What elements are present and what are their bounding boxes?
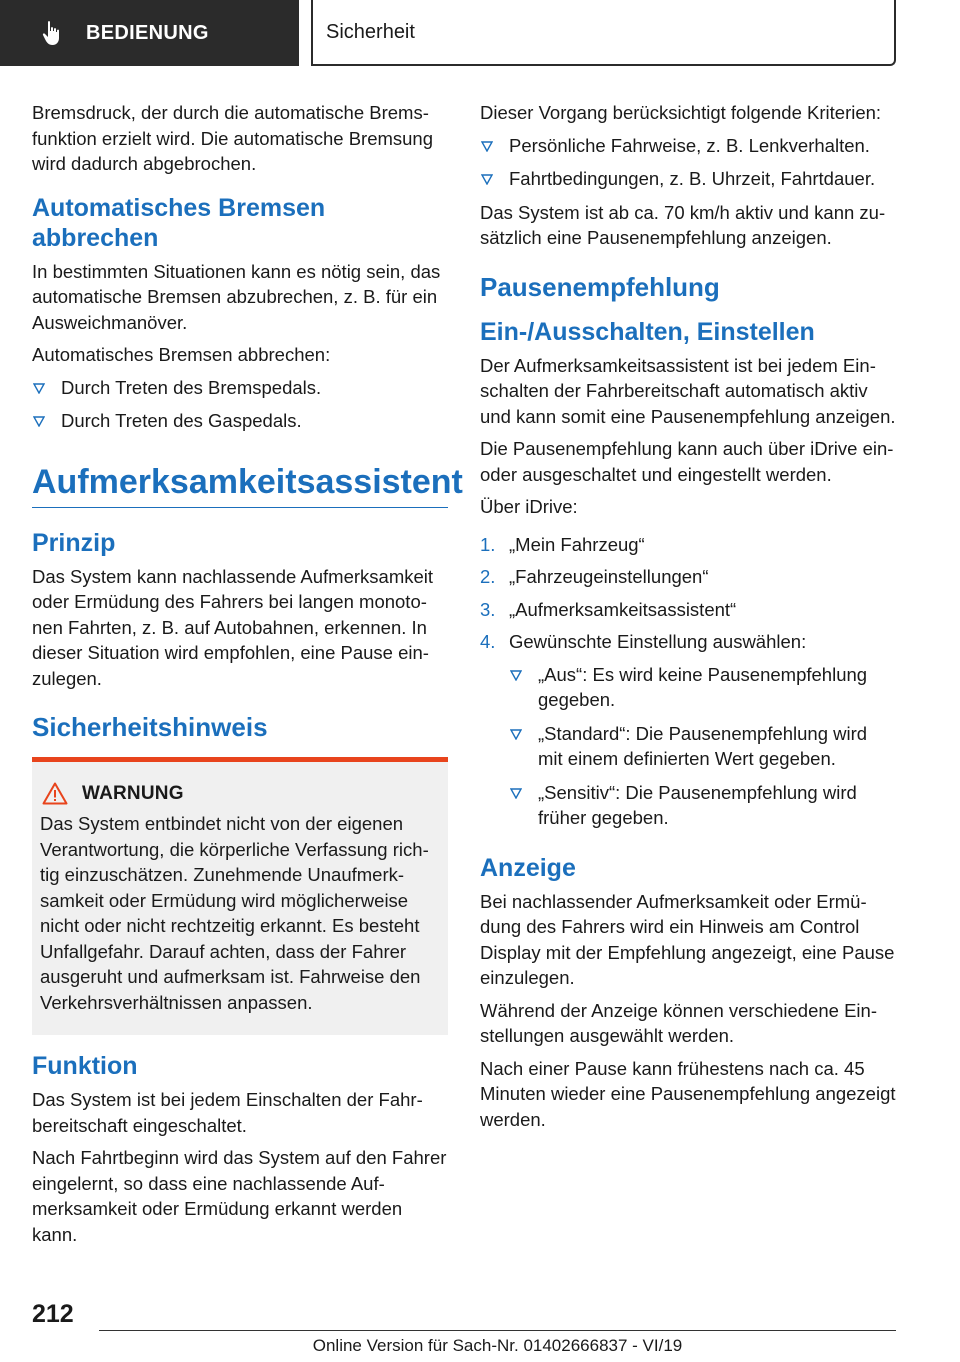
warning-text: Das System entbindet nicht von der eigenen Verantwortung, die körperliche Verfassung richtig einzuschätzen. Zunehmende Unaufmerksamkeit oder Ermüdung wird möglicherweise nicht oder nicht rechtzeitig erkannt. Es besteht Unfallgefahr. Darauf achten, dass der Fahrer ausgeruht und aufmerksam ist. Fahrweise den Verkehrsverhältnissen anpassen.: [40, 813, 429, 1013]
triangle-bullet-icon: [33, 416, 45, 427]
list-item: [32, 408, 448, 434]
pause-heading: Pausenempfehlung: [480, 271, 720, 302]
list-item-text: Durch Treten des Bremspedals.: [61, 376, 322, 398]
idrive-steps: [480, 532, 896, 831]
onoff-heading: Ein-/Ausschalten, Einstellen: [480, 317, 815, 346]
list-item-text: Persönliche Fahrweise, z. B. Lenkverhalten.: [509, 134, 870, 156]
list-item: [480, 532, 896, 558]
triangle-bullet-icon: [510, 729, 522, 740]
left-column: [32, 100, 463, 1254]
function-heading: Funktion: [32, 1052, 138, 1080]
chapter-tab[interactable]: [0, 0, 299, 66]
step-number: 1.: [480, 533, 496, 555]
triangle-bullet-icon: [481, 141, 493, 152]
footer-online-version: Online Version für Sach-Nr. 01402666837 - VI/19: [312, 1336, 683, 1355]
footer-divider: [99, 1330, 896, 1331]
list-item-text: „Standard“: Die Pausenempfehlung wird mit einem definierten Wert gegeben.: [538, 722, 868, 769]
list-item: [509, 662, 896, 713]
warning-box: [32, 757, 448, 1035]
main-heading: Aufmerksamkeitsassistent: [32, 460, 448, 508]
warning-title: WARNUNG: [82, 782, 184, 804]
page-header: [0, 0, 960, 66]
onoff-paragraph-1: Der Aufmerksamkeitsassistent ist bei jedem Einschalten der Fahrbereitschaft automatisch aktiv und kann somit eine Pausenempfehlung anzeigen.: [480, 354, 896, 427]
abort-paragraph: In bestimmten Situationen kann es nötig sein, das automatische Bremsen abzubrechen, z. B. für ein Ausweichmanöver.: [32, 260, 441, 333]
abort-heading: Automatisches Bremsen abbrechen: [32, 193, 326, 252]
onoff-paragraph-2: Die Pausenempfehlung kann auch über iDrive ein- oder ausgeschaltet und eingestellt werden.: [480, 438, 894, 485]
list-item: [480, 564, 896, 590]
step-number: 2.: [480, 566, 496, 587]
idrive-lead: Über iDrive:: [480, 496, 578, 517]
step-text: Gewünschte Einstellung auswählen:: [509, 631, 807, 652]
triangle-bullet-icon: [481, 174, 493, 185]
triangle-bullet-icon: [510, 788, 522, 799]
step-number: 3.: [480, 598, 496, 620]
step-number: 4.: [480, 631, 496, 652]
list-item-text: „Aus“: Es wird keine Pausenempfehlung gegeben.: [538, 663, 868, 710]
list-item: [32, 375, 448, 401]
display-paragraph-3: Nach einer Pause kann frühestens nach ca. 45 Minuten wieder eine Pausenempfehlung angezeigt werden.: [480, 1057, 896, 1130]
warning-header: [40, 782, 440, 805]
triangle-bullet-icon: [510, 670, 522, 681]
principle-heading: Prinzip: [32, 528, 116, 557]
list-item-text: Fahrtbedingungen, z. B. Uhrzeit, Fahrtdauer.: [509, 168, 876, 189]
section-tab: [311, 0, 896, 66]
hand-pointer-icon: [42, 20, 64, 46]
step-text: „Fahrzeugeinstellungen“: [509, 566, 709, 587]
page-number: 212: [32, 1300, 74, 1328]
step-text: „Mein Fahrzeug“: [509, 533, 645, 555]
display-paragraph-1: Bei nachlassender Aufmerksamkeit oder Ermüdung des Fahrers wird ein Hinweis am Control Display mit der Empfehlung angezeigt, eine Pause einzulegen.: [480, 890, 895, 988]
list-item: [480, 629, 896, 831]
triangle-bullet-icon: [33, 383, 45, 394]
criteria-lead: Dieser Vorgang berücksichtigt folgende Kriterien:: [480, 102, 882, 123]
list-item: [509, 780, 896, 831]
list-item-text: Durch Treten des Gaspedals.: [61, 410, 302, 431]
intro-paragraph: Bremsdruck, der durch die automatische Bremsfunktion erzielt wird. Die automatische Bremsung wird dadurch abgebrochen.: [32, 102, 434, 174]
warning-triangle-icon: [42, 782, 68, 805]
setting-options-list: [509, 662, 896, 831]
abort-list: [32, 375, 448, 434]
function-paragraph-1: Das System ist bei jedem Einschalten der Fahrbereitschaft eingeschaltet.: [32, 1089, 423, 1136]
list-item: [509, 721, 896, 772]
chapter-label: BEDIENUNG: [86, 21, 209, 44]
criteria-paragraph: Das System ist ab ca. 70 km/h aktiv und kann zusätzlich eine Pausenempfehlung anzeigen.: [480, 201, 886, 248]
step-text: „Aufmerksamkeitsassistent“: [509, 598, 737, 620]
display-paragraph-2: Während der Anzeige können verschiedene Einstellungen ausgewählt werden.: [480, 999, 877, 1046]
principle-paragraph: Das System kann nachlassende Aufmerksamkeit oder Ermüdung des Fahrers bei langen monotonen Fahrten, z. B. auf Autobahnen, erkennen. In dieser Situation wird empfohlen, eine Pause einzulegen.: [32, 565, 434, 689]
safety-heading: Sicherheitshinweis: [32, 712, 268, 742]
display-heading: Anzeige: [480, 853, 576, 882]
list-item: [480, 133, 896, 159]
function-paragraph-2: Nach Fahrtbeginn wird das System auf den Fahrer eingelernt, so dass eine nachlassende Aufmerksamkeit oder Ermüdung erkannt werden kann.: [32, 1147, 447, 1245]
right-column: [480, 100, 896, 1139]
abort-lead: Automatisches Bremsen abbrechen:: [32, 344, 331, 365]
criteria-list: [480, 133, 896, 192]
section-label: Sicherheit: [326, 20, 415, 43]
list-item-text: „Sensitiv“: Die Pausenempfehlung wird früher gegeben.: [538, 781, 857, 828]
list-item: [480, 597, 896, 623]
list-item: [480, 166, 896, 192]
